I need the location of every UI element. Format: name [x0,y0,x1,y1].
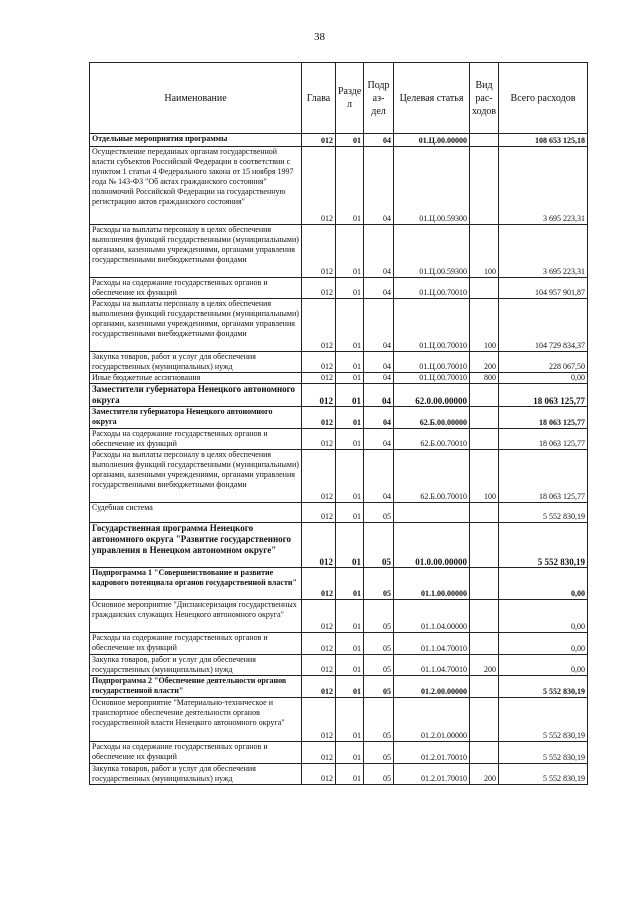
table-row [90,352,588,373]
cell-glava: 012 [302,147,336,225]
cell-total: 0,00 [499,633,588,655]
cell-vid [470,633,499,655]
cell-name: Закупка товаров, работ и услуг для обеспечения государственных (муниципальных) нужд [90,655,302,676]
cell-glava: 012 [302,676,336,698]
cell-glava: 012 [302,299,336,352]
cell-name: Отдельные мероприятия программы [90,134,302,147]
cell-podrazdel: 05 [364,698,394,742]
cell-total: 18 063 125,77 [499,450,588,503]
cell-podrazdel: 05 [364,503,394,523]
cell-razdel: 01 [336,503,364,523]
table-row [90,742,588,764]
cell-podrazdel: 04 [364,278,394,299]
cell-razdel: 01 [336,633,364,655]
table-row [90,407,588,429]
cell-vid [470,384,499,407]
cell-vid: 200 [470,764,499,785]
cell-total: 5 552 830,19 [499,676,588,698]
cell-total: 3 695 223,31 [499,225,588,278]
cell-podrazdel: 04 [364,429,394,450]
cell-target: 01.Ц.00.59300 [394,147,470,225]
cell-total: 0,00 [499,373,588,384]
cell-target: 01.2.01.70010 [394,742,470,764]
cell-target: 62.Б.00.00000 [394,407,470,429]
cell-glava: 012 [302,698,336,742]
page-number: 38 [314,31,325,43]
cell-target: 01.Ц.00.70010 [394,352,470,373]
cell-vid [470,600,499,633]
cell-total: 228 067,50 [499,352,588,373]
cell-glava: 012 [302,407,336,429]
cell-target: 62.0.00.00000 [394,384,470,407]
cell-vid [470,503,499,523]
cell-podrazdel: 05 [364,676,394,698]
cell-name: Закупка товаров, работ и услуг для обеспечения государственных (муниципальных) нужд [90,352,302,373]
cell-podrazdel: 04 [364,373,394,384]
cell-target: 01.2.01.70010 [394,764,470,785]
cell-glava: 012 [302,352,336,373]
cell-razdel: 01 [336,134,364,147]
cell-podrazdel: 05 [364,742,394,764]
cell-total: 5 552 830,19 [499,523,588,568]
cell-name: Расходы на выплаты персоналу в целях обеспечения выполнения функций государственными (муниципальными) органами, казенными учреждениями, органами управления государственными внебюджетными фондами [90,299,302,352]
table-row [90,373,588,384]
cell-vid: 100 [470,450,499,503]
cell-target: 01.1.04.00000 [394,600,470,633]
table-row [90,147,588,225]
cell-vid: 800 [470,373,499,384]
cell-glava: 012 [302,742,336,764]
cell-podrazdel: 04 [364,407,394,429]
table-row [90,134,588,147]
cell-vid [470,698,499,742]
cell-razdel: 01 [336,373,364,384]
cell-name: Расходы на содержание государственных органов и обеспечение их функций [90,429,302,450]
header-podrazdel: Подр аз- дел [364,63,394,134]
cell-name: Заместители губернатора Ненецкого автономного округа [90,384,302,407]
cell-vid: 100 [470,299,499,352]
cell-vid [470,147,499,225]
cell-name: Закупка товаров, работ и услуг для обеспечения государственных (муниципальных) нужд [90,764,302,785]
cell-vid [470,568,499,600]
cell-vid [470,742,499,764]
cell-name: Расходы на содержание государственных органов и обеспечение их функций [90,742,302,764]
table-row [90,523,588,568]
table-row [90,429,588,450]
cell-name: Расходы на содержание государственных органов и обеспечение их функций [90,278,302,299]
cell-name: Расходы на содержание государственных органов и обеспечение их функций [90,633,302,655]
cell-razdel: 01 [336,742,364,764]
header-target: Целевая статья [394,63,470,134]
cell-target: 01.1.00.00000 [394,568,470,600]
cell-podrazdel: 04 [364,134,394,147]
cell-name: Расходы на выплаты персоналу в целях обеспечения выполнения функций государственными (муниципальными) органами, казенными учреждениями, органами управления государственными внебюджетными фондами [90,450,302,503]
table-row [90,299,588,352]
cell-podrazdel: 05 [364,523,394,568]
cell-razdel: 01 [336,600,364,633]
cell-target: 01.1.04.70010 [394,655,470,676]
cell-total: 108 653 125,18 [499,134,588,147]
cell-razdel: 01 [336,568,364,600]
cell-glava: 012 [302,503,336,523]
header-total: Всего расходов [499,63,588,134]
cell-target: 01.Ц.00.00000 [394,134,470,147]
cell-vid: 200 [470,655,499,676]
cell-total: 18 063 125,77 [499,407,588,429]
cell-glava: 012 [302,655,336,676]
cell-total: 5 552 830,19 [499,742,588,764]
cell-glava: 012 [302,278,336,299]
table-row [90,764,588,785]
cell-vid [470,134,499,147]
cell-glava: 012 [302,523,336,568]
cell-name: Государственная программа Ненецкого автономного округа "Развитие государственного управления в Ненецком автономном округе" [90,523,302,568]
cell-vid [470,429,499,450]
cell-total: 3 695 223,31 [499,147,588,225]
cell-razdel: 01 [336,147,364,225]
cell-razdel: 01 [336,384,364,407]
cell-vid: 200 [470,352,499,373]
cell-razdel: 01 [336,352,364,373]
cell-glava: 012 [302,429,336,450]
cell-razdel: 01 [336,299,364,352]
cell-target [394,503,470,523]
cell-total: 104 729 834,37 [499,299,588,352]
cell-target: 01.Ц.00.59300 [394,225,470,278]
cell-razdel: 01 [336,523,364,568]
cell-total: 18 063 125,77 [499,429,588,450]
cell-podrazdel: 05 [364,655,394,676]
cell-target: 01.2.01.00000 [394,698,470,742]
cell-razdel: 01 [336,764,364,785]
cell-target: 01.Ц.00.70010 [394,278,470,299]
cell-target: 62.Б.00.70010 [394,429,470,450]
cell-podrazdel: 04 [364,384,394,407]
cell-vid [470,407,499,429]
cell-name: Заместители губернатора Ненецкого автономного округа [90,407,302,429]
cell-total: 5 552 830,19 [499,698,588,742]
cell-vid [470,676,499,698]
cell-razdel: 01 [336,407,364,429]
cell-razdel: 01 [336,450,364,503]
cell-total: 5 552 830,19 [499,503,588,523]
cell-glava: 012 [302,384,336,407]
header-vid: Вид рас- ходов [470,63,499,134]
cell-target: 01.0.00.00000 [394,523,470,568]
cell-glava: 012 [302,764,336,785]
table-row [90,655,588,676]
cell-podrazdel: 05 [364,568,394,600]
table-row [90,676,588,698]
table-row [90,384,588,407]
table-row [90,450,588,503]
cell-glava: 012 [302,600,336,633]
cell-podrazdel: 04 [364,147,394,225]
cell-total: 5 552 830,19 [499,764,588,785]
cell-name: Судебная система [90,503,302,523]
cell-name: Осуществление переданных органам государственной власти субъектов Российской Федерации в соответствии с пунктом 1 статьи 4 Федерального закона от 15 ноября 1997 года № 143-ФЗ "Об актах гражданского состояния" полномочий Российской Федерации на государственную регистрацию актов гражданского состояния" [90,147,302,225]
table-row [90,568,588,600]
header-razdel: Разде л [336,63,364,134]
cell-total: 0,00 [499,568,588,600]
header-name: Наименование [90,63,302,134]
cell-razdel: 01 [336,429,364,450]
cell-total: 104 957 901,87 [499,278,588,299]
table-row [90,633,588,655]
cell-podrazdel: 04 [364,299,394,352]
cell-podrazdel: 05 [364,764,394,785]
cell-razdel: 01 [336,278,364,299]
cell-podrazdel: 04 [364,450,394,503]
cell-glava: 012 [302,134,336,147]
cell-glava: 012 [302,568,336,600]
cell-razdel: 01 [336,698,364,742]
cell-total: 0,00 [499,655,588,676]
cell-total: 0,00 [499,600,588,633]
cell-name: Подпрограмма 1 "Совершенствование и развитие кадрового потенциала органов государственной власти" [90,568,302,600]
cell-podrazdel: 05 [364,600,394,633]
cell-glava: 012 [302,633,336,655]
cell-target: 01.2.00.00000 [394,676,470,698]
cell-target: 01.1.04.70010 [394,633,470,655]
cell-name: Основное мероприятие "Материально-техническое и транспортное обеспечение деятельности органов государственной власти Ненецкого автономного округа" [90,698,302,742]
cell-total: 18 063 125,77 [499,384,588,407]
cell-glava: 012 [302,225,336,278]
cell-name: Иные бюджетные ассигнования [90,373,302,384]
cell-vid: 100 [470,225,499,278]
table-body [90,134,588,785]
cell-razdel: 01 [336,655,364,676]
expenditure-table [89,62,588,785]
cell-vid [470,278,499,299]
table-row [90,225,588,278]
cell-glava: 012 [302,373,336,384]
cell-razdel: 01 [336,676,364,698]
cell-podrazdel: 04 [364,352,394,373]
cell-target: 62.Б.00.70010 [394,450,470,503]
table-row [90,698,588,742]
table-row [90,600,588,633]
cell-vid [470,523,499,568]
table-row [90,278,588,299]
cell-name: Расходы на выплаты персоналу в целях обеспечения выполнения функций государственными (муниципальными) органами, казенными учреждениями, органами управления государственными внебюджетными фондами [90,225,302,278]
cell-target: 01.Ц.00.70010 [394,373,470,384]
cell-podrazdel: 04 [364,225,394,278]
table-header-row [90,63,588,134]
cell-razdel: 01 [336,225,364,278]
cell-name: Основное мероприятие "Диспансеризация государственных гражданских служащих Ненецкого автономного округа" [90,600,302,633]
table-row [90,503,588,523]
cell-name: Подпрограмма 2 "Обеспечение деятельности органов государственной власти" [90,676,302,698]
cell-glava: 012 [302,450,336,503]
cell-podrazdel: 05 [364,633,394,655]
header-glava: Глава [302,63,336,134]
cell-target: 01.Ц.00.70010 [394,299,470,352]
